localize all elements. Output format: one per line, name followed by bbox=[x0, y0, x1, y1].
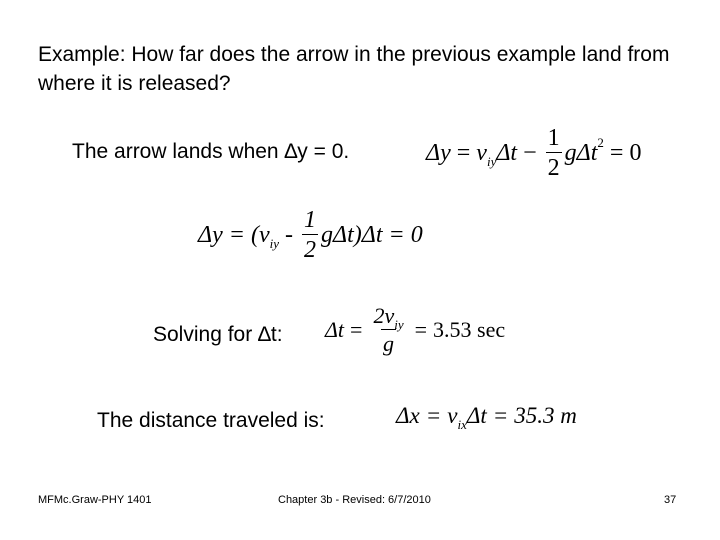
footer-chapter: Chapter 3b - Revised: 6/7/2010 bbox=[278, 494, 431, 506]
solving-text: Solving for ∆t: bbox=[153, 323, 283, 346]
eq1-equals-2: = bbox=[609, 139, 624, 166]
eq4-equals-2: = bbox=[492, 403, 509, 428]
eq3-equals-2: = bbox=[414, 317, 428, 342]
equation-time bbox=[325, 305, 505, 355]
eq4-dt: Δt bbox=[466, 403, 487, 428]
equation-factored bbox=[198, 208, 423, 262]
eq3-num-text: 2v bbox=[373, 303, 395, 328]
eq2-rhs: 0 bbox=[410, 221, 423, 248]
eq2-open: ( bbox=[250, 221, 259, 248]
eq3-fraction bbox=[371, 305, 405, 355]
slide-title: Example: How far does the arrow in the previous example land from where it is released? bbox=[38, 43, 670, 95]
eq3-frac-den: g bbox=[383, 331, 395, 356]
eq1-dt: Δt bbox=[496, 139, 518, 166]
arrow-lands-text: The arrow lands when ∆y = 0. bbox=[72, 140, 350, 163]
eq4-lhs: Δx bbox=[396, 403, 420, 428]
eq3-frac-num bbox=[371, 303, 405, 332]
eq1-minus: − bbox=[523, 139, 537, 166]
eq4-equals: = bbox=[425, 403, 442, 428]
eq1-sup: 2 bbox=[597, 135, 604, 150]
eq1-rhs: 0 bbox=[629, 139, 642, 166]
eq1-g-dt: gΔt bbox=[564, 139, 598, 166]
eq3-lhs: Δt bbox=[325, 317, 345, 342]
eq4-v-sub: ix bbox=[457, 417, 467, 432]
eq2-equals-2: = bbox=[388, 221, 405, 248]
equation-distance bbox=[396, 403, 577, 432]
eq4-v: v bbox=[447, 403, 458, 428]
eq2-lhs: Δy bbox=[198, 221, 223, 248]
eq4-rhs: 35.3 m bbox=[514, 403, 577, 428]
eq1-v: v bbox=[476, 139, 487, 166]
eq1-equals: = bbox=[456, 139, 471, 166]
eq2-frac-den: 2 bbox=[302, 234, 318, 262]
eq2-half-fraction bbox=[302, 208, 318, 262]
footer-course: MFMc.Graw-PHY 1401 bbox=[38, 494, 152, 506]
equation-displacement bbox=[426, 126, 641, 180]
eq1-frac-den: 2 bbox=[546, 152, 562, 180]
eq2-v: v bbox=[258, 221, 270, 248]
eq3-num-sub: iy bbox=[394, 317, 404, 332]
eq3-equals: = bbox=[350, 317, 363, 342]
eq1-frac-num: 1 bbox=[547, 125, 560, 151]
eq2-equals: = bbox=[228, 221, 245, 248]
distance-text: The distance traveled is: bbox=[97, 409, 325, 432]
page-number: 37 bbox=[664, 494, 677, 506]
eq2-v-sub: iy bbox=[269, 236, 279, 251]
eq1-lhs: Δy bbox=[426, 139, 451, 166]
eq1-v-sub: iy bbox=[486, 154, 497, 169]
eq3-rhs: 3.53 sec bbox=[433, 317, 506, 342]
eq1-half-fraction bbox=[546, 126, 562, 180]
eq2-frac-num: 1 bbox=[304, 207, 316, 233]
eq2-g-dt: gΔt)Δt bbox=[321, 221, 383, 248]
eq2-dash: - bbox=[285, 221, 293, 248]
